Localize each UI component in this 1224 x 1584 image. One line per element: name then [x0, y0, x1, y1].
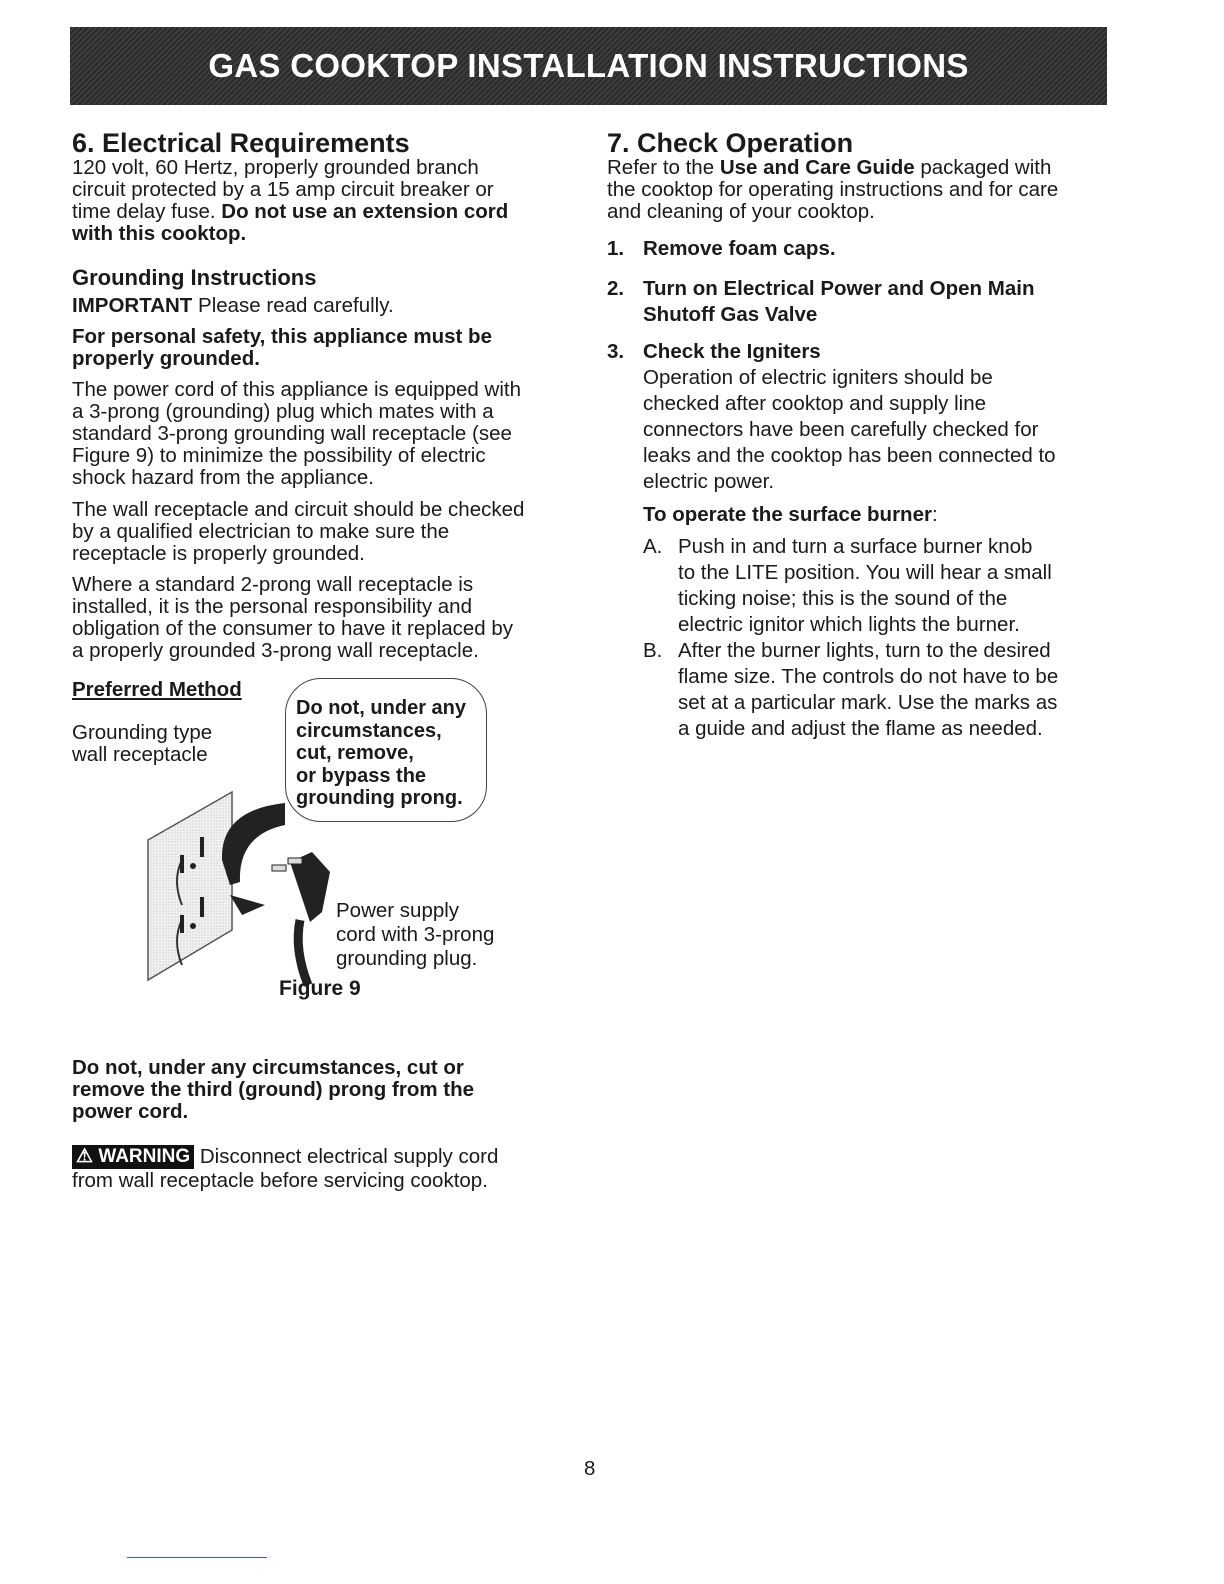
- step-1: [607, 236, 1087, 262]
- electrical-intro: [72, 157, 572, 245]
- section-heading-electrical: 6. Electrical Requirements: [72, 128, 410, 158]
- intro-text: 120 volt, 60 Hertz, properly grounded branch circuit protected by a 15 amp circuit breaker or time delay fuse.: [72, 156, 494, 223]
- operate-heading: [643, 502, 938, 528]
- cord-label: Power supply cord with 3-prong grounding plug.: [336, 899, 495, 970]
- callout-bubble: [285, 678, 487, 822]
- page-title: GAS COOKTOP INSTALLATION INSTRUCTIONS: [208, 47, 969, 84]
- operate-colon: :: [931, 503, 938, 526]
- substep-letter: A.: [643, 535, 663, 558]
- step-number: 3.: [607, 340, 625, 363]
- step-number: 2.: [607, 277, 625, 300]
- step-title: Check the Igniters: [643, 340, 821, 363]
- safety-statement: For personal safety, this appliance must be properly grounded.: [72, 325, 492, 370]
- preferred-method-label: Preferred Method: [72, 678, 242, 701]
- important-text: Please read carefully.: [192, 294, 394, 317]
- substep-a: [643, 534, 1113, 638]
- grounding-heading: Grounding Instructions: [72, 265, 317, 290]
- warning-badge: [72, 1145, 194, 1169]
- important-label: IMPORTANT: [72, 294, 193, 317]
- callout-text: Do not, under any circumstances, cut, remove, or bypass the grounding prong.: [296, 697, 466, 809]
- operate-heading-text: To operate the surface burner: [643, 503, 932, 526]
- step-title: Remove foam caps.: [643, 237, 836, 260]
- paragraph-2-prong: Where a standard 2-prong wall receptacle is installed, it is the personal responsibility and obligation of the consumer to have it replaced by a properly grounded 3-prong wall receptacle.: [72, 573, 514, 662]
- check-operation-intro: [607, 157, 1058, 223]
- figure-9: [60, 697, 520, 1010]
- header-banner: [70, 27, 1107, 105]
- warning-notice: [72, 1145, 498, 1192]
- step-body: Operation of electric igniters should be checked after cooktop and supply line connectors have been carefully checked for leaks and the cooktop has been connected to electric power.: [643, 366, 1056, 493]
- substep-b: [643, 638, 1113, 742]
- intro-text-b: packaged with the cooktop for operating instructions and for care and cleaning of your cooktop.: [607, 156, 1059, 223]
- footer-rule: [127, 1557, 267, 1558]
- step-number: 1.: [607, 237, 625, 260]
- step-title: Turn on Electrical Power and Open Main Shutoff Gas Valve: [643, 277, 1035, 326]
- important-note: [72, 295, 394, 317]
- intro-warning: Do not use an extension cord with this cooktop.: [72, 200, 509, 245]
- warning-text: Disconnect electrical supply cord from wall receptacle before servicing cooktop.: [72, 1145, 499, 1192]
- warning-triangle-icon: ⚠: [76, 1146, 94, 1167]
- figure-caption: Figure 9: [279, 977, 361, 1000]
- section-heading-check-operation: 7. Check Operation: [607, 128, 854, 158]
- substep-letter: B.: [643, 639, 663, 662]
- step-2: [607, 276, 1087, 328]
- step-3: [607, 339, 1107, 495]
- paragraph-power-cord: The power cord of this appliance is equipped with a 3-prong (grounding) plug which mates with a standard 3-prong grounding wall receptacle (see Figure 9) to minimize the possibility of electric shock hazard from the appliance.: [72, 378, 521, 489]
- use-care-guide-ref: Use and Care Guide: [719, 156, 915, 179]
- ground-prong-warning: Do not, under any circumstances, cut or remove the third (ground) prong from the power cord.: [72, 1056, 475, 1123]
- substep-text: After the burner lights, turn to the desired flame size. The controls do not have to be set at a particular mark. Use the marks as a guide and adjust the flame as needed.: [678, 639, 1059, 740]
- paragraph-wall-receptacle: The wall receptacle and circuit should be checked by a qualified electrician to make sure the receptacle is properly grounded.: [72, 498, 525, 565]
- warning-label: WARNING: [98, 1146, 191, 1167]
- receptacle-label: Grounding type wall receptacle: [72, 721, 213, 766]
- intro-text-a: Refer to the: [607, 156, 720, 179]
- page-number: 8: [584, 1457, 596, 1480]
- substep-text: Push in and turn a surface burner knob to the LITE position. You will hear a small ticking noise; this is the sound of the electric ignitor which lights the burner.: [678, 535, 1052, 636]
